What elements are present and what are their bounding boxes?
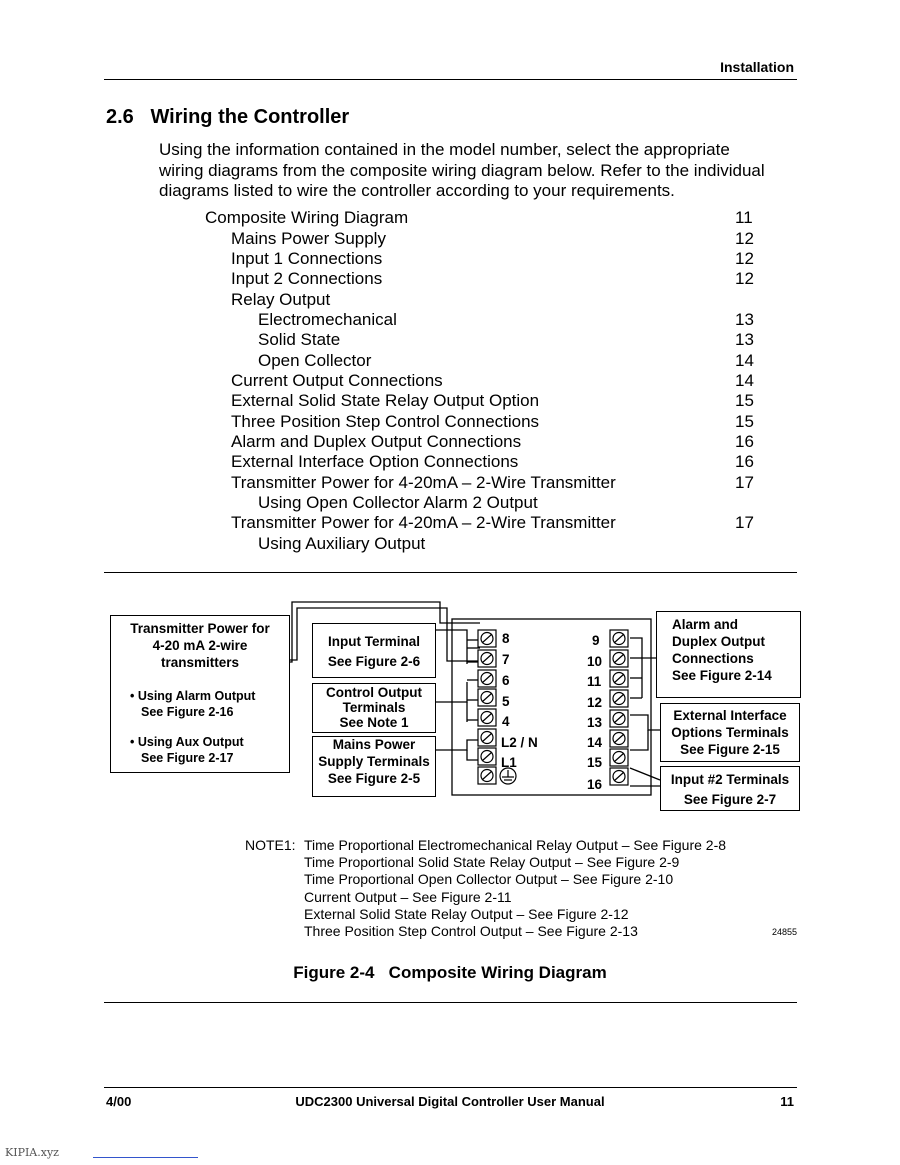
- toc-entry: Using Open Collector Alarm 2 Output: [258, 493, 538, 512]
- terminal-number: 8: [502, 631, 510, 646]
- ext-interface-bracket: [630, 715, 660, 730]
- toc-entry: Using Auxiliary Output: [258, 534, 426, 553]
- terminal-screw: [478, 630, 496, 647]
- transmitter-bullet-aux: • Using Aux Output See Figure 2-17: [130, 735, 244, 765]
- toc-entry: Input 2 Connections: [231, 269, 383, 288]
- control-output-label: Control Output Terminals See Note 1: [326, 685, 422, 730]
- toc-entry: Transmitter Power for 4-20mA – 2-Wire Transmitter: [231, 473, 616, 492]
- footer-rule: [104, 1087, 797, 1088]
- toc-entry: External Solid State Relay Output Option: [231, 391, 540, 410]
- terminal-number: L2 / N: [501, 735, 538, 750]
- toc-page: 12: [735, 269, 754, 288]
- toc-page: 16: [735, 432, 754, 451]
- toc-entry: Relay Output: [231, 290, 331, 309]
- terminal-screw: [610, 749, 628, 766]
- toc-page: 17: [735, 473, 754, 492]
- terminal-screw: [478, 689, 496, 706]
- footer-date: 4/00: [106, 1094, 132, 1109]
- toc-entry: Composite Wiring Diagram: [205, 208, 409, 227]
- terminal-screw: [610, 730, 628, 747]
- toc-page: 12: [735, 249, 754, 268]
- terminal-number: L1: [501, 755, 517, 770]
- terminal-number: 15: [587, 755, 603, 770]
- external-interface-label: External Interface Options Terminals See Figure 2-15: [671, 708, 789, 757]
- section-number: 2.6: [106, 106, 134, 128]
- terminal-screw: [478, 670, 496, 687]
- toc-page: 13: [735, 330, 754, 349]
- terminal-screw: [610, 630, 628, 647]
- terminal-number: 16: [587, 777, 603, 792]
- watermark-text: KIPIA.xyz: [5, 1146, 59, 1159]
- toc-entry: Electromechanical: [258, 310, 397, 329]
- toc-entry: Solid State: [258, 330, 341, 349]
- input2-bracket: [630, 768, 660, 780]
- terminal-number: 9: [592, 633, 600, 648]
- terminal-number: 12: [587, 695, 603, 710]
- toc-entry: Input 1 Connections: [231, 249, 383, 268]
- note-label: NOTE1:: [245, 837, 296, 853]
- toc-entry: External Interface Option Connections: [231, 452, 519, 471]
- composite-wiring-diagram: [0, 590, 900, 830]
- intro-line: wiring diagrams from the composite wiring diagram below. Refer to the individual: [159, 160, 765, 180]
- toc-page: 11: [735, 208, 753, 227]
- ground-icon: [500, 768, 516, 784]
- watermark-link-underline: [93, 1157, 198, 1158]
- terminal-number: 7: [502, 652, 510, 667]
- toc-entry: Mains Power Supply: [231, 229, 386, 248]
- alarm-duplex-label: Alarm and Duplex Output Connections See Figure 2-14: [672, 617, 772, 683]
- terminal-screw: [610, 670, 628, 687]
- terminal-screw: [610, 650, 628, 667]
- toc-page: 14: [735, 351, 754, 370]
- section-rule: [104, 572, 797, 573]
- terminal-screw: [478, 748, 496, 765]
- toc-entry: Transmitter Power for 4-20mA – 2-Wire Transmitter: [231, 513, 616, 532]
- mains-power-label: Mains Power Supply Terminals See Figure 2-5: [318, 737, 430, 786]
- terminal-screw: [478, 767, 496, 784]
- terminal-screw: [478, 729, 496, 746]
- terminal-number: 14: [587, 735, 603, 750]
- terminal-screw: [610, 768, 628, 785]
- section-title: Wiring the Controller: [150, 106, 350, 128]
- input-terminal-label: Input Terminal See Figure 2-6: [327, 634, 421, 669]
- diagram-index: [0, 0, 900, 560]
- toc-page: 15: [735, 391, 754, 410]
- input2-label: Input #2 Terminals See Figure 2-7: [670, 772, 790, 807]
- toc-page: 15: [735, 412, 754, 431]
- running-header: Installation: [720, 59, 794, 75]
- toc-entry: Alarm and Duplex Output Connections: [231, 432, 522, 451]
- figure-caption: Figure 2-4 Composite Wiring Diagram: [293, 963, 607, 982]
- terminal-number: 13: [587, 715, 603, 730]
- note-text: Time Proportional Electromechanical Relay Output – See Figure 2-8 Time Proportional Solid State Relay Output – See Figure 2-9 Time Proportional Open Collector Output – See Figure 2-10 Current Output – See Figure 2-11 External Solid State Relay Output – See Figure 2-12 Three Position Step Control Output – See Figure 2-13: [304, 837, 727, 940]
- toc-entry: Open Collector: [258, 351, 372, 370]
- terminal-screw: [478, 709, 496, 726]
- toc-page: 13: [735, 310, 754, 329]
- toc-page: 17: [735, 513, 754, 532]
- terminal-number: 5: [502, 694, 510, 709]
- footer-title: UDC2300 Universal Digital Controller User Manual: [295, 1094, 605, 1109]
- transmitter-bullet-alarm: • Using Alarm Output See Figure 2-16: [130, 689, 256, 719]
- transmitter-title: Transmitter Power for 4-20 mA 2-wire transmitters: [130, 621, 270, 670]
- toc-page: 16: [735, 452, 754, 471]
- terminal-screw: [610, 690, 628, 707]
- terminal-number: 10: [587, 654, 603, 669]
- caption-rule: [104, 1002, 797, 1003]
- toc-page: 14: [735, 371, 754, 390]
- intro-line: diagrams listed to wire the controller according to your requirements.: [159, 181, 675, 200]
- toc-entry: Three Position Step Control Connections: [231, 412, 540, 431]
- terminal-screw: [478, 650, 496, 667]
- toc-page: 12: [735, 229, 754, 248]
- terminal-screw: [610, 710, 628, 727]
- toc-entry: Current Output Connections: [231, 371, 443, 390]
- footer-page-number: 11: [780, 1094, 794, 1109]
- terminal-number: 4: [502, 714, 510, 729]
- mains-bracket: [436, 740, 480, 750]
- terminal-number: 11: [587, 674, 602, 689]
- drawing-number: 24855: [772, 927, 798, 937]
- alarm-bracket: [630, 638, 656, 658]
- terminal-number: 6: [502, 673, 510, 688]
- intro-line: Using the information contained in the model number, select the appropriate: [159, 140, 730, 159]
